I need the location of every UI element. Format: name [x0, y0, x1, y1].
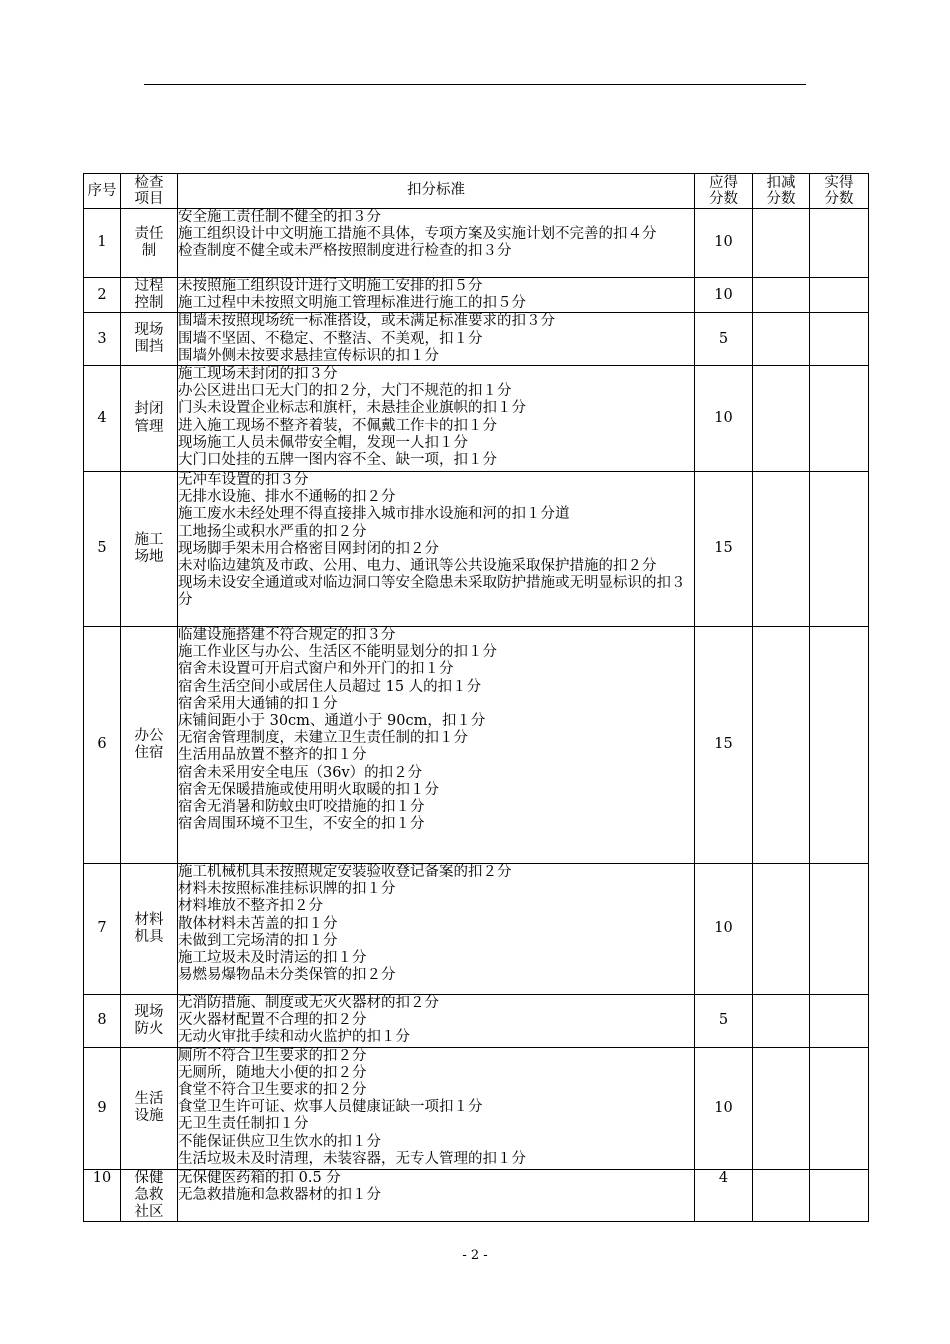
deduction-criteria [178, 864, 695, 995]
check-item-text: 现场 [134, 322, 164, 338]
criteria-line: 无排水设施、排水不通畅的扣２分 [178, 489, 396, 506]
criteria-line: 食堂不符合卫生要求的扣２分 [178, 1082, 367, 1099]
deduct-score-cell[interactable] [753, 1169, 810, 1222]
header-deduct-score: 扣减分数 [753, 174, 810, 209]
check-item-text: 防火 [134, 1020, 164, 1037]
check-item [121, 209, 178, 278]
deduction-criteria [178, 278, 695, 313]
criteria-line: 散体材料未苫盖的扣１分 [178, 915, 338, 932]
deduction-criteria [178, 1047, 695, 1169]
actual-score-cell[interactable] [810, 472, 869, 627]
check-item-text: 办公 [134, 727, 164, 744]
score-table [83, 173, 869, 1222]
criteria-line: 施工垃圾未及时清运的扣１分 [178, 950, 367, 967]
criteria-line: 施工机械机具未按照规定安装验收登记备案的扣２分 [178, 864, 512, 881]
should-score: 10 [695, 864, 753, 995]
criteria-line: 无卫生责任制扣１分 [178, 1116, 309, 1133]
page-number: - 2 - [462, 1248, 488, 1263]
deduction-criteria [178, 366, 695, 472]
row-number: 2 [84, 278, 121, 313]
criteria-line: 施工现场未封闭的扣３分 [178, 366, 338, 383]
check-item-text: 生活 [134, 1090, 164, 1107]
check-item-text: 材料 [134, 911, 164, 928]
should-score: 5 [695, 995, 753, 1048]
criteria-line: 施工作业区与办公、生活区不能明显划分的扣１分 [178, 644, 497, 661]
criteria-line: 材料堆放不整齐扣２分 [178, 898, 323, 915]
should-score: 5 [695, 313, 753, 366]
table-row [84, 313, 869, 366]
check-item-text: 过程 [134, 278, 164, 294]
criteria-line: 围墙未按照现场统一标准搭设，或未满足标准要求的扣３分 [178, 313, 555, 330]
check-item-text: 责任 [134, 225, 164, 242]
criteria-line: 宿舍无保暖措施或使用明火取暖的扣１分 [178, 781, 439, 798]
deduction-criteria [178, 209, 695, 278]
criteria-line: 大门口处挂的五牌一图内容不全、缺一项，扣１分 [178, 452, 497, 469]
criteria-line: 无动火审批手续和动火监护的扣１分 [178, 1029, 410, 1046]
criteria-line: 未对临边建筑及市政、公用、电力、通讯等公共设施采取保护措施的扣２分 [178, 558, 657, 575]
criteria-line: 未按照施工组织设计进行文明施工安排的扣５分 [178, 278, 483, 294]
criteria-line: 施工废水未经处理不得直接排入城市排水设施和河的扣１分道 [178, 506, 570, 523]
check-item-text: 控制 [134, 295, 164, 312]
should-score: 4 [695, 1169, 753, 1222]
check-item-text: 设施 [134, 1108, 164, 1125]
deduct-score-cell[interactable] [753, 627, 810, 864]
check-item-text: 机具 [134, 929, 164, 946]
criteria-line: 进入施工现场不整齐着装，不佩戴工作卡的扣１分 [178, 417, 497, 434]
check-item-text: 保健 [134, 1169, 164, 1186]
deduct-score-cell[interactable] [753, 313, 810, 366]
criteria-line: 生活垃圾未及时清理，未装容器，无专人管理的扣１分 [178, 1150, 526, 1167]
criteria-line: 灭火器材配置不合理的扣２分 [178, 1012, 367, 1029]
criteria-line: 临建设施搭建不符合规定的扣３分 [178, 627, 396, 644]
check-item [121, 1169, 178, 1222]
criteria-line: 宿舍周围环境不卫生，不安全的扣１分 [178, 816, 425, 833]
table-row [84, 1047, 869, 1169]
row-number: 4 [84, 366, 121, 472]
check-item [121, 366, 178, 472]
should-score: 10 [695, 1047, 753, 1169]
deduction-criteria [178, 472, 695, 627]
criteria-line: 宿舍无消暑和防蚊虫叮咬措施的扣１分 [178, 799, 425, 816]
criteria-line: 食堂卫生许可证、炊事人员健康证缺一项扣１分 [178, 1099, 483, 1116]
criteria-line: 现场脚手架未用合格密目网封闭的扣２分 [178, 540, 439, 557]
criteria-line: 宿舍未采用安全电压（36v）的扣２分 [178, 764, 423, 781]
actual-score-cell[interactable] [810, 864, 869, 995]
check-item [121, 313, 178, 366]
criteria-line: 不能保证供应卫生饮水的扣１分 [178, 1133, 381, 1150]
criteria-line: 无保健医药箱的扣 0.5 分 [178, 1169, 341, 1186]
criteria-line: 生活用品放置不整齐的扣１分 [178, 747, 367, 764]
header-no: 序号 [84, 174, 121, 209]
criteria-line: 办公区进出口无大门的扣２分，大门不规范的扣１分 [178, 383, 512, 400]
actual-score-cell[interactable] [810, 313, 869, 366]
header-rule [144, 84, 806, 85]
criteria-line: 床铺间距小于 30cm、通道小于 90cm，扣１分 [178, 713, 486, 730]
row-number: 8 [84, 995, 121, 1048]
row-number: 5 [84, 472, 121, 627]
should-score: 10 [695, 366, 753, 472]
criteria-line: 工地扬尘或积水严重的扣２分 [178, 523, 367, 540]
row-number: 6 [84, 627, 121, 864]
criteria-line: 无厕所，随地大小便的扣２分 [178, 1064, 367, 1081]
deduct-score-cell[interactable] [753, 366, 810, 472]
criteria-line: 宿舍生活空间小或居住人员超过 15 人的扣１分 [178, 678, 482, 695]
header-should-score: 应得分数 [695, 174, 753, 209]
criteria-line: 宿舍采用大通铺的扣１分 [178, 695, 338, 712]
check-item-text: 场地 [134, 549, 164, 566]
criteria-line: 厕所不符合卫生要求的扣２分 [178, 1047, 367, 1064]
table-row [84, 995, 869, 1048]
deduction-criteria [178, 313, 695, 366]
criteria-line: 无急救措施和急救器材的扣１分 [178, 1186, 381, 1203]
actual-score-cell[interactable] [810, 278, 869, 313]
row-number: 7 [84, 864, 121, 995]
criteria-line: 门头未设置企业标志和旗杆，未悬挂企业旗帜的扣１分 [178, 400, 526, 417]
check-item-text: 住宿 [134, 745, 164, 762]
check-item-text: 施工 [134, 531, 164, 548]
actual-score-cell[interactable] [810, 627, 869, 864]
criteria-line: 材料未按照标准挂标识牌的扣１分 [178, 881, 396, 898]
table-row [84, 627, 869, 864]
should-score: 15 [695, 472, 753, 627]
table-row [84, 864, 869, 995]
criteria-line: 围墙不坚固、不稳定、不整洁、不美观，扣１分 [178, 330, 483, 347]
header-criteria: 扣分标准 [178, 174, 695, 209]
check-item-text: 社区 [134, 1204, 164, 1221]
criteria-line: 无宿舍管理制度，未建立卫生责任制的扣１分 [178, 730, 468, 747]
check-item [121, 472, 178, 627]
check-item-text: 急救 [134, 1186, 164, 1203]
check-item-text: 现场 [134, 1003, 164, 1020]
table-row [84, 209, 869, 278]
deduct-score-cell[interactable] [753, 995, 810, 1048]
criteria-line: 安全施工责任制不健全的扣３分 [178, 209, 381, 225]
criteria-line: 未做到工完场清的扣１分 [178, 932, 338, 949]
actual-score-cell[interactable] [810, 1047, 869, 1169]
criteria-line: 宿舍未设置可开启式窗户和外开门的扣１分 [178, 661, 454, 678]
criteria-line: 现场未设安全通道或对临边洞口等安全隐患未采取防护措施或无明显标识的扣３分 [178, 575, 686, 609]
deduct-score-cell[interactable] [753, 472, 810, 627]
deduct-score-cell[interactable] [753, 278, 810, 313]
row-number: 10 [84, 1169, 121, 1222]
criteria-line: 无冲车设置的扣３分 [178, 472, 309, 489]
check-item [121, 627, 178, 864]
check-item-text: 围挡 [134, 339, 164, 356]
header-item: 检查项目 [121, 174, 178, 209]
should-score: 10 [695, 278, 753, 313]
criteria-line: 施工组织设计中文明施工措施不具体，专项方案及实施计划不完善的扣４分 [178, 226, 657, 243]
check-item [121, 278, 178, 313]
criteria-line: 围墙外侧未按要求悬挂宣传标识的扣１分 [178, 347, 439, 364]
criteria-line: 无消防措施、制度或无灭火器材的扣２分 [178, 995, 439, 1012]
actual-score-cell[interactable] [810, 366, 869, 472]
criteria-line: 易燃易爆物品未分类保管的扣２分 [178, 967, 396, 984]
check-item-text: 管理 [134, 418, 164, 435]
table-row [84, 278, 869, 313]
criteria-line: 检查制度不健全或未严格按照制度进行检查的扣３分 [178, 243, 512, 260]
row-number: 3 [84, 313, 121, 366]
deduct-score-cell[interactable] [753, 1047, 810, 1169]
deduct-score-cell[interactable] [753, 209, 810, 278]
deduction-criteria [178, 995, 695, 1048]
table-row [84, 366, 869, 472]
actual-score-cell[interactable] [810, 209, 869, 278]
table-row [84, 472, 869, 627]
actual-score-cell[interactable] [810, 995, 869, 1048]
header-actual-score: 实得分数 [810, 174, 869, 209]
criteria-line: 施工过程中未按照文明施工管理标准进行施工的扣５分 [178, 295, 526, 312]
should-score: 10 [695, 209, 753, 278]
table-header-row [84, 174, 869, 209]
row-number: 9 [84, 1047, 121, 1169]
criteria-line: 现场施工人员未佩带安全帽，发现一人扣１分 [178, 434, 468, 451]
check-item-text: 制 [141, 243, 157, 259]
check-item-text: 封闭 [134, 401, 164, 418]
check-item [121, 1047, 178, 1169]
should-score: 15 [695, 627, 753, 864]
check-item [121, 995, 178, 1048]
deduct-score-cell[interactable] [753, 864, 810, 995]
deduction-criteria [178, 1169, 695, 1222]
check-item [121, 864, 178, 995]
actual-score-cell[interactable] [810, 1169, 869, 1222]
deduction-criteria [178, 627, 695, 864]
row-number: 1 [84, 209, 121, 278]
table-row [84, 1169, 869, 1222]
